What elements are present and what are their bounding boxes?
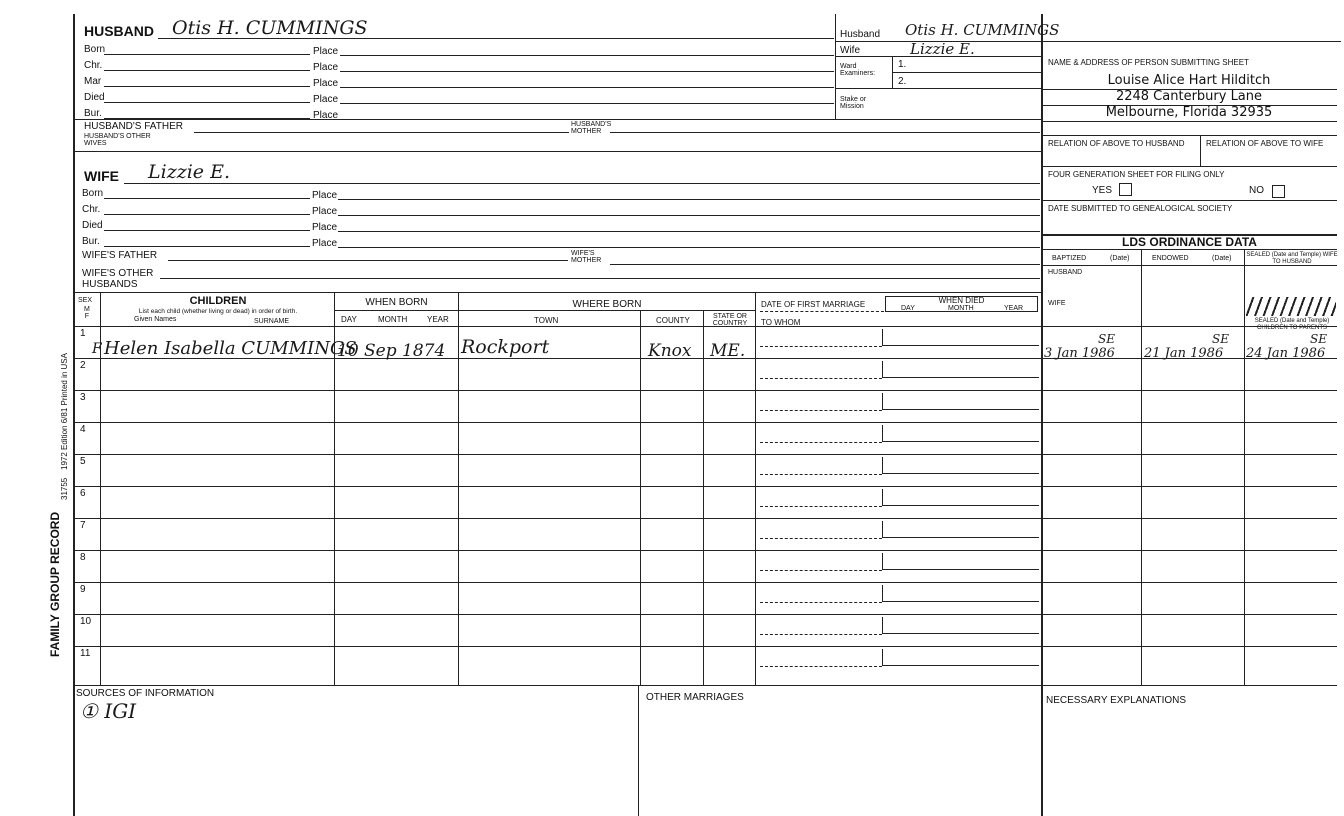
explanations-label: NECESSARY EXPLANATIONS xyxy=(1046,695,1187,706)
husband-chr-label: Chr. xyxy=(84,60,103,71)
husband-section-bottom xyxy=(74,151,1041,152)
child-died-box xyxy=(882,649,1039,666)
four-gen-top-line xyxy=(1042,166,1337,167)
lds-husband-row-label: HUSBAND xyxy=(1048,269,1083,276)
wife-name[interactable]: Lizzie E. xyxy=(148,161,230,183)
child-marriage-dash xyxy=(760,666,882,667)
child-row-number: 2 xyxy=(80,360,86,371)
husband-place-line xyxy=(340,71,834,72)
lds-col-1 xyxy=(1141,249,1142,685)
submitter-line-1 xyxy=(1042,89,1337,90)
state-col-line xyxy=(755,292,756,685)
child-row-number: 11 xyxy=(80,648,91,659)
wife-mother-label: WIFE'S MOTHER xyxy=(571,250,602,264)
husband-place-label: Place xyxy=(313,46,339,57)
first-marriage-label: DATE OF FIRST MARRIAGE xyxy=(761,300,866,309)
child-marriage-dash xyxy=(760,346,882,347)
child-died-box xyxy=(882,425,1039,442)
child-died-box xyxy=(882,617,1039,634)
husband-other-wives-label: HUSBAND'S OTHER WIVES xyxy=(84,133,151,147)
lds-husband-line xyxy=(1042,265,1337,266)
sex-options: M F xyxy=(84,306,90,320)
child-row-line xyxy=(74,550,1337,551)
wife-place-label: Place xyxy=(312,190,338,201)
born-col-line xyxy=(458,292,459,685)
four-gen-label: FOUR GENERATION SHEET FOR FILING ONLY xyxy=(1048,170,1225,179)
date-submitted-top-line xyxy=(1042,200,1337,201)
child-1-sex[interactable]: F xyxy=(92,341,102,357)
wife-other-husbands-label: WIFE'S OTHER HUSBANDS xyxy=(82,268,154,290)
examiner-1: 1. xyxy=(898,59,907,70)
summary-wife-label: Wife xyxy=(840,45,860,56)
yes-label: YES xyxy=(1092,185,1113,196)
child-died-box xyxy=(882,521,1039,538)
form-title: FAMILY GROUP RECORD xyxy=(48,511,62,657)
child-row-line xyxy=(74,582,1337,583)
relation-wife-label: RELATION OF ABOVE TO WIFE xyxy=(1206,139,1324,148)
surname-label: SURNAME xyxy=(254,318,290,325)
lds-baptized-date[interactable]: 3 Jan 1986 xyxy=(1044,346,1115,361)
child-row-number: 3 xyxy=(80,392,86,403)
husband-field-line xyxy=(104,102,310,103)
child-marriage-dash xyxy=(760,474,882,475)
child-1-county[interactable]: Knox xyxy=(648,341,692,361)
lds-endowed-date[interactable]: 21 Jan 1986 xyxy=(1144,346,1224,361)
submitter-street[interactable]: 2248 Canterbury Lane xyxy=(1115,89,1263,104)
sex-label: SEX xyxy=(78,297,93,304)
child-1-town[interactable]: Rockport xyxy=(461,336,550,358)
child-row-line xyxy=(74,518,1337,519)
child-died-box xyxy=(882,329,1039,346)
child-died-box xyxy=(882,393,1039,410)
husband-mother-line xyxy=(610,132,1040,133)
summary-wife-line xyxy=(836,56,1041,57)
child-marriage-dash xyxy=(760,634,882,635)
husband-place-line xyxy=(340,103,834,104)
child-1-name[interactable]: Helen Isabella CUMMINGS xyxy=(104,338,357,359)
husband-field-line xyxy=(104,54,310,55)
born-year-label: YEAR xyxy=(427,315,449,324)
husband-place-line xyxy=(340,87,834,88)
children-title: CHILDREN xyxy=(189,295,247,307)
wife-name-line xyxy=(124,183,1040,184)
wife-place-line xyxy=(338,231,1040,232)
relation-top-line xyxy=(1042,135,1337,136)
born-day-label: DAY xyxy=(341,315,357,324)
stake-line xyxy=(836,88,1041,89)
wife-field-line xyxy=(104,198,310,199)
husband-died-label: Died xyxy=(84,92,105,103)
child-died-box xyxy=(882,553,1039,570)
when-died-label: WHEN DIED xyxy=(938,296,985,305)
child-marriage-dash xyxy=(760,538,882,539)
no-label: NO xyxy=(1249,185,1264,196)
wife-field-line xyxy=(104,246,310,247)
child-marriage-dash xyxy=(760,410,882,411)
lds-endowed-label: ENDOWED xyxy=(1152,255,1189,262)
children-instructions: List each child (whether living or dead) in order of birth. xyxy=(138,308,298,315)
husband-father-label: HUSBAND'S FATHER xyxy=(84,121,183,132)
lds-sealed-children-label: SEALED (Date and Temple) CHILDREN TO PARENTS xyxy=(1254,318,1330,331)
sealed-hatch xyxy=(1246,297,1336,316)
child-row-number: 7 xyxy=(80,520,86,531)
child-row-line xyxy=(74,422,1337,423)
other-marriages-label: OTHER MARRIAGES xyxy=(646,692,744,703)
wife-bur-label: Bur. xyxy=(82,236,100,247)
where-born-label: WHERE BORN xyxy=(572,299,642,310)
summary-wife-value[interactable]: Lizzie E. xyxy=(910,40,975,58)
child-marriage-dash xyxy=(760,602,882,603)
county-col-line xyxy=(703,310,704,685)
husband-place-label: Place xyxy=(313,110,339,121)
state-label: STATE OR COUNTRY xyxy=(712,313,748,327)
child-row-line xyxy=(74,454,1337,455)
submitter-line-3 xyxy=(1042,121,1337,122)
child-row-line xyxy=(74,486,1337,487)
wife-mother-line xyxy=(610,264,1040,265)
edition-note: 1972 Edition 6/81 Printed in USA xyxy=(60,353,69,470)
lds-header-line xyxy=(1042,249,1337,250)
child-row-number: 1 xyxy=(80,328,86,339)
husband-father-top-line xyxy=(74,119,1041,120)
submitter-city[interactable]: Melbourne, Florida 32935 xyxy=(1105,105,1273,120)
wife-place-label: Place xyxy=(312,206,338,217)
sources-value[interactable]: ① IGI xyxy=(80,699,137,723)
child-row-number: 10 xyxy=(80,616,92,627)
lds-sealed-wife-label: SEALED (Date and Temple) WIFE TO HUSBAND xyxy=(1246,252,1338,265)
wife-section-bottom xyxy=(74,292,1041,293)
died-month-label: MONTH xyxy=(948,305,974,312)
child-1-born[interactable]: 10 Sep 1874 xyxy=(337,341,446,361)
husband-place-label: Place xyxy=(313,94,339,105)
died-day-label: DAY xyxy=(901,305,915,312)
summary-divider xyxy=(835,14,836,119)
child-died-box xyxy=(882,457,1039,474)
lds-col-2 xyxy=(1244,249,1245,685)
wife-label: WIFE xyxy=(84,168,119,184)
lds-baptized-label: BAPTIZED xyxy=(1052,255,1087,262)
child-marriage-dash xyxy=(760,442,882,443)
child-marriage-dash xyxy=(760,378,882,379)
husband-label: HUSBAND xyxy=(84,23,154,39)
footer-top-line xyxy=(74,685,1337,686)
no-checkbox[interactable] xyxy=(1272,185,1285,198)
to-whom-label: TO WHOM xyxy=(761,318,801,327)
submitter-label: NAME & ADDRESS OF PERSON SUBMITTING SHEET xyxy=(1048,58,1249,67)
wife-chr-label: Chr. xyxy=(82,204,101,215)
wife-died-label: Died xyxy=(82,220,103,231)
child-row-number: 9 xyxy=(80,584,86,595)
husband-born-label: Born xyxy=(84,44,106,55)
child-marriage-dash xyxy=(760,570,882,571)
town-label: TOWN xyxy=(534,316,559,325)
husband-place-label: Place xyxy=(313,62,339,73)
child-row-number: 8 xyxy=(80,552,86,563)
husband-mar-label: Mar xyxy=(84,76,102,87)
wife-field-line xyxy=(104,214,310,215)
child-row-number: 5 xyxy=(80,456,86,467)
husband-bur-label: Bur. xyxy=(84,108,102,119)
examiner-2: 2. xyxy=(898,76,907,87)
town-col-line xyxy=(640,310,641,685)
husband-name-line xyxy=(158,38,834,39)
examiner-line xyxy=(893,72,1041,73)
child-row-number: 4 xyxy=(80,424,86,435)
lds-endowed-date-label: (Date) xyxy=(1212,255,1232,262)
county-label: COUNTY xyxy=(656,316,690,325)
footer-divider xyxy=(638,685,639,816)
child-row-line xyxy=(74,390,1337,391)
child-died-box xyxy=(882,361,1039,378)
wife-place-line xyxy=(338,247,1040,248)
summary-husband-label: Husband xyxy=(840,29,881,40)
relation-divider xyxy=(1200,135,1201,166)
child-marriage-dash xyxy=(760,506,882,507)
child-row-number: 6 xyxy=(80,488,86,499)
stake-label: Stake or Mission xyxy=(840,96,867,110)
wife-place-label: Place xyxy=(312,238,338,249)
submitter-name[interactable]: Louise Alice Hart Hilditch xyxy=(1107,73,1271,88)
form-number: 31755 xyxy=(60,477,69,500)
lds-title: LDS ORDINANCE DATA xyxy=(1122,235,1257,249)
wife-born-label: Born xyxy=(82,188,104,199)
husband-mother-label: HUSBAND'S MOTHER xyxy=(571,121,612,135)
wife-place-line xyxy=(338,215,1040,216)
yes-checkbox[interactable] xyxy=(1119,183,1132,196)
husband-father-line xyxy=(194,132,569,133)
wife-field-line xyxy=(104,230,310,231)
relation-husband-label: RELATION OF ABOVE TO HUSBAND xyxy=(1048,139,1185,148)
husband-place-line xyxy=(340,55,834,56)
form-left-border xyxy=(73,14,75,816)
submitter-line-2 xyxy=(1042,105,1337,106)
wife-father-label: WIFE'S FATHER xyxy=(82,250,158,261)
lds-wife-row-label: WIFE xyxy=(1048,300,1066,307)
when-born-label: WHEN BORN xyxy=(365,297,428,308)
sources-label: SOURCES OF INFORMATION xyxy=(76,688,215,699)
born-month-label: MONTH xyxy=(378,315,408,324)
given-names-label: Given Names xyxy=(134,316,177,323)
husband-field-line xyxy=(104,70,310,71)
child-row-line xyxy=(74,614,1337,615)
wife-other-husbands-line xyxy=(160,278,1040,279)
lds-sealed-temple[interactable]: SE xyxy=(1310,332,1327,346)
wife-father-line xyxy=(168,260,568,261)
born-sub-line xyxy=(335,310,755,311)
child-died-box xyxy=(882,585,1039,602)
ward-examiners-label: Ward Examiners: xyxy=(840,63,876,77)
husband-name[interactable]: Otis H. CUMMINGS xyxy=(172,17,368,39)
date-submitted-label: DATE SUBMITTED TO GENEALOGICAL SOCIETY xyxy=(1048,204,1233,213)
child-1-state[interactable]: ME. xyxy=(710,341,746,361)
summary-husband-value[interactable]: Otis H. CUMMINGS xyxy=(905,21,1060,39)
child-row-line xyxy=(74,646,1337,647)
lds-sealed-date[interactable]: 24 Jan 1986 xyxy=(1246,346,1326,361)
husband-field-line xyxy=(104,86,310,87)
lds-baptized-date-label: (Date) xyxy=(1110,255,1130,262)
wife-place-line xyxy=(338,199,1040,200)
husband-place-label: Place xyxy=(313,78,339,89)
lds-baptized-temple[interactable]: SE xyxy=(1098,332,1115,346)
children-header-bottom xyxy=(74,326,1337,327)
child-died-box xyxy=(882,489,1039,506)
lds-endowed-temple[interactable]: SE xyxy=(1212,332,1229,346)
died-year-label: YEAR xyxy=(1004,305,1024,312)
marriage-dash xyxy=(760,311,884,312)
wife-place-label: Place xyxy=(312,222,338,233)
